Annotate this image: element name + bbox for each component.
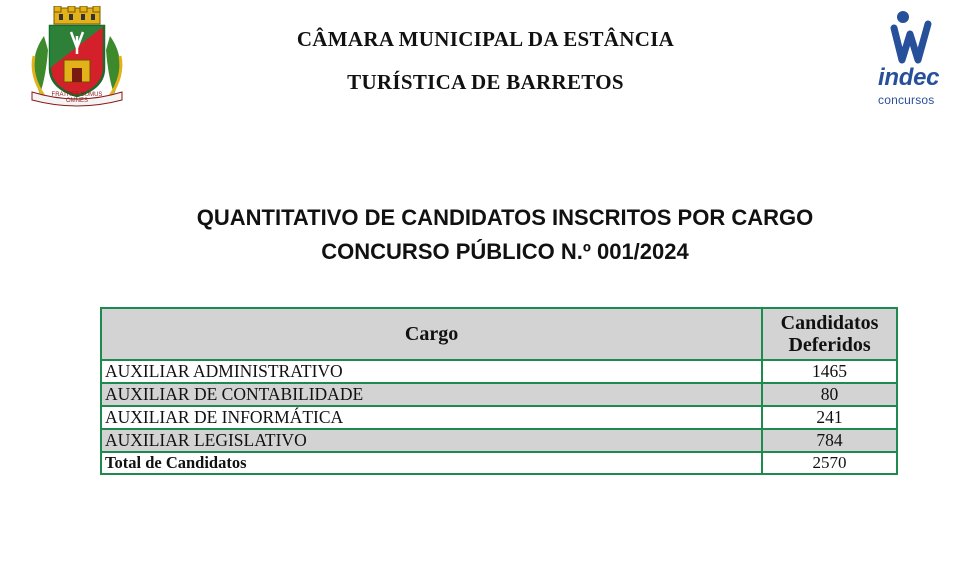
cargo-cell: AUXILIAR DE INFORMÁTICA [101, 406, 762, 429]
indec-person-icon [872, 10, 954, 68]
indec-logo-sub: concursos [878, 93, 935, 107]
document-title: QUANTITATIVO DE CANDIDATOS INSCRITOS POR CARGO [196, 205, 814, 230]
column-header-cargo: Cargo [101, 308, 762, 360]
table-header-row [101, 308, 897, 360]
table-row [101, 360, 897, 383]
count-cell: 1465 [762, 360, 897, 383]
cargo-cell: AUXILIAR LEGISLATIVO [101, 429, 762, 452]
total-label: Total de Candidatos [101, 452, 762, 474]
count-cell: 784 [762, 429, 897, 452]
cargo-cell: AUXILIAR ADMINISTRATIVO [101, 360, 762, 383]
indec-logo [872, 10, 954, 110]
column-header-candidatos [762, 308, 897, 360]
total-row [101, 452, 897, 474]
document-subtitle: CONCURSO PÚBLICO N.º 001/2024 [321, 239, 689, 264]
column-header-candidatos-line2: Deferidos [788, 334, 871, 356]
coat-motto: FRATRES SUMUS OMNES [51, 92, 103, 104]
indec-logo-word: indec [878, 64, 940, 91]
header-line-1: CÂMARA MUNICIPAL DA ESTÂNCIA [296, 27, 675, 51]
total-count: 2570 [762, 452, 897, 474]
candidates-table [100, 307, 898, 475]
header-line-2: TURÍSTICA DE BARRETOS [347, 70, 624, 94]
cargo-cell: AUXILIAR DE CONTABILIDADE [101, 383, 762, 406]
column-header-candidatos-line1: Candidatos [780, 312, 879, 334]
table-row [101, 383, 897, 406]
count-cell: 80 [762, 383, 897, 406]
table-row [101, 429, 897, 452]
table-row [101, 406, 897, 429]
count-cell: 241 [762, 406, 897, 429]
